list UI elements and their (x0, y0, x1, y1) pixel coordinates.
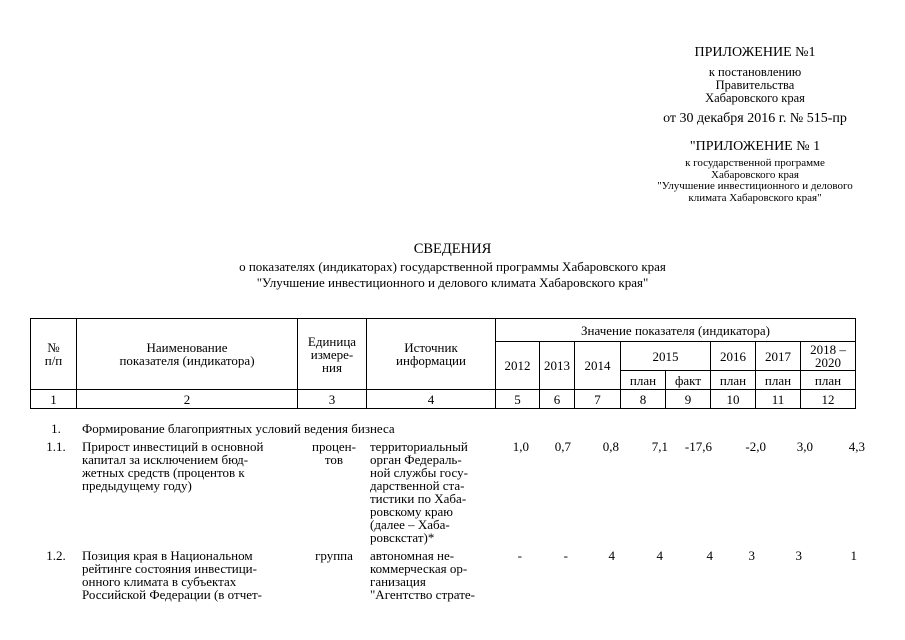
value-2012: - (517, 548, 522, 563)
column-number: 11 (756, 390, 801, 409)
header-year: 2012 (496, 342, 540, 390)
heading-line: "Улучшение инвестиционного и делового климата Хабаровского края" (256, 274, 649, 290)
header-year: 2018 – 2020 (801, 342, 856, 371)
row-name: Прирост инвестиций в основной капитал за исключением бюд- жетных средств (процентов к предыдущему году) (82, 439, 264, 493)
section-num: 1. (51, 421, 61, 436)
header-year: 2014 (575, 342, 621, 390)
value-2016-plan: 3 (748, 548, 755, 563)
indicators-table-header (30, 318, 856, 409)
value-2015-fact: -17,6 (684, 439, 712, 454)
heading-title: СВЕДЕНИЯ (413, 241, 492, 257)
value-2014: 0,8 (602, 439, 619, 454)
row-source: автономная не- коммерческая ор- ганизация "Агентство страте- (370, 548, 475, 602)
heading-line: о показателях (индикаторах) государственной программы Хабаровского края (239, 259, 666, 274)
column-number: 2 (77, 390, 298, 409)
column-number: 6 (540, 390, 575, 409)
column-number: 8 (621, 390, 666, 409)
header-plan: план (621, 371, 666, 390)
column-number: 5 (496, 390, 540, 409)
column-number: 9 (666, 390, 711, 409)
table-row (0, 439, 905, 545)
header-source: Источник информации (367, 319, 496, 390)
row-source: территориальный орган Федераль- ной службы госу- дарственной ста- тистики по Хаба- ровскому краю (далее – Хаба- ровскстат)* (370, 439, 468, 545)
program-appendix-line: "Улучшение инвестиционного и делового (657, 180, 853, 192)
value-2017-plan: 3 (795, 548, 802, 563)
column-number: 4 (367, 390, 496, 409)
appendix-date: от 30 декабря 2016 г. № 515-пр (663, 111, 847, 126)
section-title: Формирование благоприятных условий ведения бизнеса (82, 421, 395, 436)
program-appendix-line: климата Хабаровского края" (688, 191, 822, 204)
header-fact: факт (666, 371, 711, 390)
column-number: 1 (31, 390, 77, 409)
header-unit: Единица измере- ния (298, 319, 367, 390)
header-plan: план (756, 371, 801, 390)
value-2013: 0,7 (554, 439, 571, 454)
row-name: Позиция края в Национальном рейтинге состояния инвестици- онного климата в субъектах Российской Федерации (в отчет- (82, 548, 263, 602)
value-2014: 4 (608, 548, 615, 563)
header-year: 2013 (540, 342, 575, 390)
header-num: № п/п (31, 319, 77, 390)
appendix-line: Хабаровского края (705, 91, 805, 105)
value-2012: 1,0 (512, 439, 529, 454)
value-2015-plan: 4 (656, 548, 663, 563)
appendix-title: ПРИЛОЖЕНИЕ №1 (694, 45, 816, 60)
header-year: 2015 (621, 342, 711, 371)
value-2017-plan: 3,0 (796, 439, 813, 454)
row-unit: процен- тов (312, 439, 356, 467)
program-appendix-title: "ПРИЛОЖЕНИЕ № 1 (689, 139, 821, 154)
appendix-block (600, 44, 905, 127)
program-appendix-line: Хабаровского края (711, 168, 799, 181)
column-number: 12 (801, 390, 856, 409)
program-appendix-line: к государственной программе (685, 157, 825, 169)
document-heading (0, 240, 905, 289)
value-2018-2020-plan: 1 (850, 548, 857, 563)
header-plan: план (801, 371, 856, 390)
table-row (0, 549, 905, 609)
value-2018-2020-plan: 4,3 (848, 439, 865, 454)
column-number-row (31, 390, 856, 409)
appendix-line: к постановлению (708, 65, 802, 79)
header-year: 2016 (711, 342, 756, 371)
header-plan: план (711, 371, 756, 390)
program-appendix-block (600, 138, 905, 204)
value-2016-plan: -2,0 (745, 439, 766, 454)
row-unit: группа (315, 548, 353, 563)
value-2015-fact: 4 (706, 548, 713, 563)
column-number: 10 (711, 390, 756, 409)
column-number: 7 (575, 390, 621, 409)
header-values-group: Значение показателя (индикатора) (496, 319, 856, 342)
row-num: 1.2. (46, 548, 66, 563)
value-2013: - (563, 548, 568, 563)
appendix-line: Правительства (715, 78, 795, 92)
value-2015-plan: 7,1 (651, 439, 668, 454)
header-name: Наименование показателя (индикатора) (77, 319, 298, 390)
header-year: 2017 (756, 342, 801, 371)
row-num: 1.1. (46, 439, 66, 454)
column-number: 3 (298, 390, 367, 409)
